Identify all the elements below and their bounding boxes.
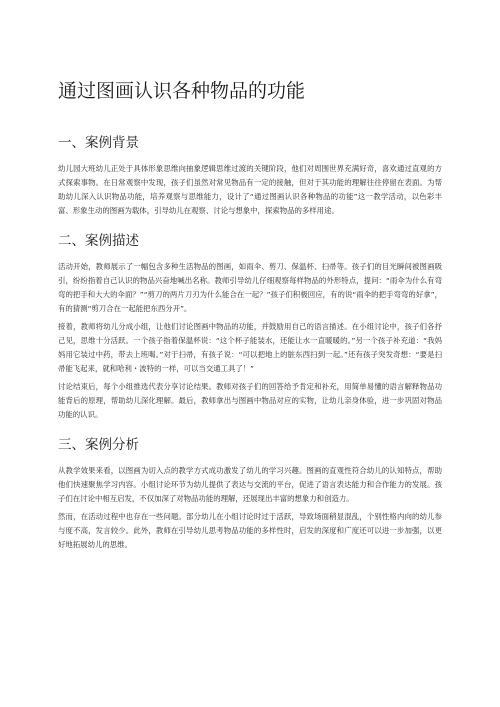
paragraph: 活动开始，教师展示了一幅包含多种生活物品的图画，如雨伞、剪刀、保温杯、扫帚等。孩子们的目光瞬间被图画吸引，纷纷指着自己认识的物品兴奋地喊出名称。教师引导幼儿仔细观察每样物品的外形特点，提问：“雨伞为什么有弯弯的把手和大大的伞面？”“剪刀的两片刀刃为什么能合在一起？”孩子们积极回应，有的说“雨伞的把手弯弯的好拿”，有的猜测“剪刀合在一起能把东西分开”。 bbox=[58, 262, 442, 313]
paragraph: 讨论结束后，每个小组推选代表分享讨论结果。教师对孩子们的回答给予肯定和补充，用简单易懂的语言解释物品功能背后的原理，帮助幼儿深化理解。最后，教师拿出与图画中物品对应的实物，让幼儿亲身体验，进一步巩固对物品功能的认识。 bbox=[58, 382, 442, 419]
paragraph: 接着，教师将幼儿分成小组，让他们讨论图画中物品的功能，并鼓励用自己的语言描述。在小组讨论中，孩子们各抒己见，思维十分活跃。一个孩子指着保温杯说：“这个杯子能装水，还能让水一直暖暖的。”另一个孩子补充道：“我妈妈用它装过中药，带去上班喝。”对于扫帚，有孩子说：“可以把地上的脏东西扫到一起。”还有孩子突发奇想：“要是扫帚能飞起来，就和哈利・波特的一样，可以当交通工具了！” bbox=[58, 322, 442, 373]
section-background bbox=[58, 134, 442, 218]
section-description bbox=[58, 232, 442, 422]
paragraph: 幼儿园大班幼儿正处于具体形象思维向抽象逻辑思维过渡的关键阶段，他们对周围世界充满好奇，喜欢通过直观的方式探索事物。在日常观察中发现，孩子们虽然对常见物品有一定的接触，但对于其功能的理解往往停留在表面。为帮助幼儿深入认识物品功能，培养观察与思维能力，设计了“通过图画认识各种物品的功能”这一教学活动，以色彩丰富、形象生动的图画为载体，引导幼儿在观察、讨论与想象中，探索物品的多样用途。 bbox=[58, 164, 442, 215]
section-heading: 一、案例背景 bbox=[58, 135, 139, 151]
section-heading: 二、案例描述 bbox=[58, 233, 139, 249]
section-analysis bbox=[58, 436, 442, 552]
paragraph: 从教学效果来看，以图画为切入点的教学方式成功激发了幼儿的学习兴趣。图画的直观性符合幼儿的认知特点，帮助他们快速聚焦学习内容。小组讨论环节为幼儿提供了表达与交流的平台，促进了语言表达能力和合作能力的发展。孩子们在讨论中相互启发，不仅加深了对物品功能的理解，还展现出丰富的想象力和创造力。 bbox=[58, 466, 442, 503]
paragraph: 然而，在活动过程中也存在一些问题。部分幼儿在小组讨论时过于活跃，导致场面稍显混乱，个别性格内向的幼儿参与度不高，发言较少。此外，教师在引导幼儿思考物品功能的多样性时，启发的深度和广度还可以进一步加强，以更好地拓展幼儿的思维。 bbox=[58, 512, 442, 549]
document-title: 通过图画认识各种物品的功能 bbox=[58, 80, 306, 102]
section-heading: 三、案例分析 bbox=[58, 437, 139, 453]
